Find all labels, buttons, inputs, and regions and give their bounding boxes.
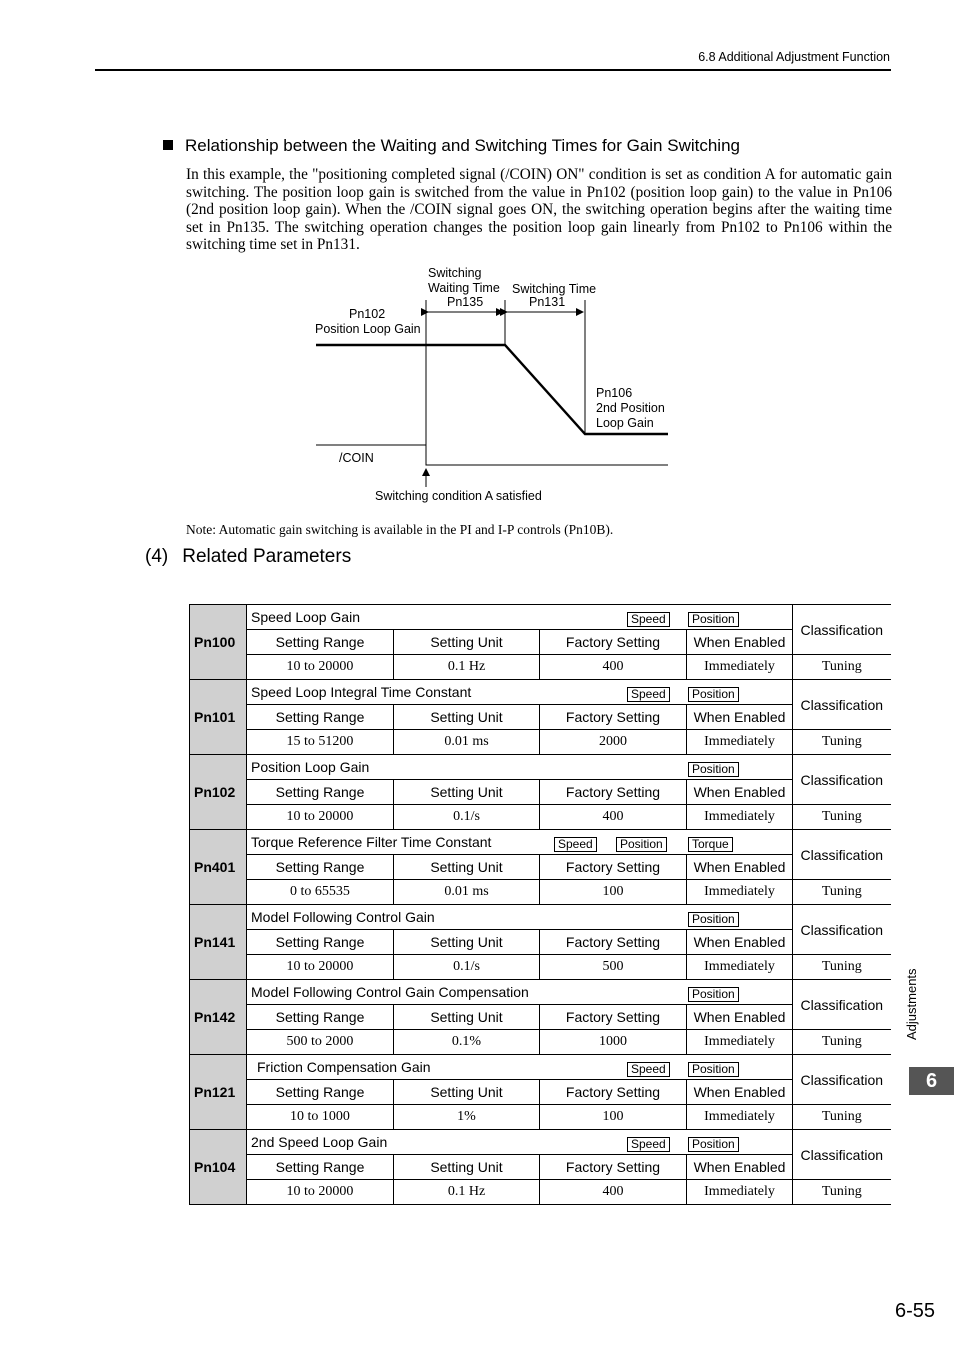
param-name-row — [190, 1130, 891, 1155]
note: Note: Automatic gain switching is available in the PI and I-P controls (Pn10B). — [186, 522, 614, 537]
param-value-row — [190, 730, 891, 755]
when-enabled-value: Immediately — [687, 655, 793, 680]
setting-range-header: Setting Range — [247, 1005, 394, 1030]
when-enabled-value: Immediately — [687, 880, 793, 905]
param-header-row — [190, 930, 891, 955]
param-name-cell — [247, 680, 793, 705]
factory-setting-value: 400 — [540, 1180, 687, 1205]
waiting-time-label: Pn135 — [447, 295, 484, 309]
setting-unit-header: Setting Unit — [394, 630, 540, 655]
setting-range-header: Setting Range — [247, 630, 394, 655]
pn106-label: Loop Gain — [596, 416, 654, 430]
param-name-cell — [247, 905, 793, 930]
param-name: Friction Compensation Gain — [257, 1059, 431, 1075]
param-value-row — [190, 655, 891, 680]
classification-header: Classification — [793, 1130, 891, 1180]
classification-value: Tuning — [793, 1180, 891, 1205]
param-value-row — [190, 1180, 891, 1205]
coin-label: /COIN — [339, 451, 374, 465]
param-number: Pn121 — [190, 1055, 247, 1130]
position-mode-badge: Position — [688, 987, 739, 1002]
setting-range-value: 15 to 51200 — [247, 730, 394, 755]
param-header-row — [190, 1005, 891, 1030]
classification-header: Classification — [793, 1055, 891, 1105]
param-number: Pn104 — [190, 1130, 247, 1205]
param-value-row — [190, 1030, 891, 1055]
factory-setting-value: 100 — [540, 1105, 687, 1130]
param-header-row — [190, 855, 891, 880]
classification-value: Tuning — [793, 655, 891, 680]
setting-range-value: 10 to 20000 — [247, 805, 394, 830]
param-name: Speed Loop Integral Time Constant — [251, 684, 472, 700]
setting-unit-header: Setting Unit — [394, 1080, 540, 1105]
setting-unit-value: 0.1 Hz — [394, 1180, 540, 1205]
when-enabled-header: When Enabled — [687, 1005, 793, 1030]
param-name: Torque Reference Filter Time Constant — [251, 834, 492, 850]
param-name-row — [190, 1055, 891, 1080]
position-mode-badge: Position — [688, 612, 739, 627]
when-enabled-value: Immediately — [687, 1030, 793, 1055]
position-mode-badge: Position — [688, 1137, 739, 1152]
param-name: Speed Loop Gain — [251, 609, 360, 625]
speed-mode-badge: Speed — [627, 687, 670, 702]
position-mode-badge: Position — [688, 762, 739, 777]
param-number: Pn141 — [190, 905, 247, 980]
factory-setting-header: Factory Setting — [540, 705, 687, 730]
classification-value: Tuning — [793, 805, 891, 830]
pn102-label: Pn102 — [349, 307, 386, 321]
section-heading — [163, 136, 740, 156]
param-name-cell — [247, 830, 793, 855]
pn102-label: Position Loop Gain — [315, 322, 421, 336]
setting-unit-value: 0.1% — [394, 1030, 540, 1055]
when-enabled-header: When Enabled — [687, 1080, 793, 1105]
when-enabled-header: When Enabled — [687, 1155, 793, 1180]
param-header-row — [190, 705, 891, 730]
speed-mode-badge: Speed — [627, 612, 670, 627]
param-header-row — [190, 630, 891, 655]
classification-header: Classification — [793, 830, 891, 880]
when-enabled-value: Immediately — [687, 955, 793, 980]
param-name-row — [190, 980, 891, 1005]
classification-header: Classification — [793, 980, 891, 1030]
condition-label: Switching condition A satisfied — [375, 489, 542, 503]
subsection-title: Related Parameters — [182, 546, 352, 567]
setting-range-header: Setting Range — [247, 705, 394, 730]
setting-range-value: 10 to 1000 — [247, 1105, 394, 1130]
param-number: Pn401 — [190, 830, 247, 905]
section-title: Relationship between the Waiting and Switching Times for Gain Switching — [185, 136, 740, 155]
param-number: Pn102 — [190, 755, 247, 830]
when-enabled-value: Immediately — [687, 1105, 793, 1130]
setting-range-header: Setting Range — [247, 780, 394, 805]
param-number: Pn142 — [190, 980, 247, 1055]
position-mode-badge: Position — [688, 687, 739, 702]
when-enabled-header: When Enabled — [687, 705, 793, 730]
when-enabled-header: When Enabled — [687, 630, 793, 655]
speed-mode-badge: Speed — [627, 1137, 670, 1152]
param-name-row — [190, 680, 891, 705]
setting-unit-value: 0.01 ms — [394, 880, 540, 905]
param-value-row — [190, 955, 891, 980]
setting-unit-header: Setting Unit — [394, 780, 540, 805]
factory-setting-value: 500 — [540, 955, 687, 980]
param-name-row — [190, 905, 891, 930]
param-name: Model Following Control Gain Compensation — [251, 984, 529, 1000]
factory-setting-value: 2000 — [540, 730, 687, 755]
param-name: Model Following Control Gain — [251, 909, 435, 925]
classification-value: Tuning — [793, 1030, 891, 1055]
gain-switching-timing-diagram — [300, 260, 680, 510]
when-enabled-header: When Enabled — [687, 855, 793, 880]
param-number: Pn100 — [190, 605, 247, 680]
param-name-cell — [247, 980, 793, 1005]
param-value-row — [190, 1105, 891, 1130]
param-name-cell — [247, 605, 793, 630]
running-header: 6.8 Additional Adjustment Function — [698, 50, 890, 64]
position-mode-badge: Position — [688, 912, 739, 927]
factory-setting-value: 1000 — [540, 1030, 687, 1055]
param-name: 2nd Speed Loop Gain — [251, 1134, 388, 1150]
param-name-cell — [247, 1055, 793, 1080]
factory-setting-value: 400 — [540, 805, 687, 830]
classification-value: Tuning — [793, 880, 891, 905]
side-tab-label: Adjustments — [904, 968, 919, 1040]
param-number: Pn101 — [190, 680, 247, 755]
factory-setting-header: Factory Setting — [540, 1005, 687, 1030]
factory-setting-header: Factory Setting — [540, 1080, 687, 1105]
setting-range-header: Setting Range — [247, 1080, 394, 1105]
position-mode-badge: Position — [688, 1062, 739, 1077]
setting-unit-value: 1% — [394, 1105, 540, 1130]
factory-setting-header: Factory Setting — [540, 930, 687, 955]
param-name: Position Loop Gain — [251, 759, 370, 775]
setting-range-value: 10 to 20000 — [247, 955, 394, 980]
classification-header: Classification — [793, 605, 891, 655]
pn106-label: Pn106 — [596, 386, 633, 400]
param-value-row — [190, 880, 891, 905]
speed-mode-badge: Speed — [554, 837, 597, 852]
when-enabled-value: Immediately — [687, 730, 793, 755]
waiting-time-label: Waiting Time — [428, 281, 500, 295]
setting-unit-header: Setting Unit — [394, 705, 540, 730]
setting-unit-header: Setting Unit — [394, 855, 540, 880]
setting-range-value: 10 to 20000 — [247, 655, 394, 680]
param-name-row — [190, 755, 891, 780]
chapter-tab: 6 — [909, 1067, 954, 1095]
classification-header: Classification — [793, 680, 891, 730]
setting-unit-header: Setting Unit — [394, 930, 540, 955]
setting-range-value: 500 to 2000 — [247, 1030, 394, 1055]
setting-unit-header: Setting Unit — [394, 1005, 540, 1030]
classification-value: Tuning — [793, 955, 891, 980]
param-name-row — [190, 605, 891, 630]
param-value-row — [190, 805, 891, 830]
factory-setting-header: Factory Setting — [540, 630, 687, 655]
body-paragraph: In this example, the "positioning completed signal (/COIN) ON" condition is set as condition A for automatic gain switching. The position loop gain is switched from the value in Pn102 (position loop gain) to the value in Pn106 (2nd position loop gain). When the /COIN signal goes ON, the switching operation begins after the waiting time set in Pn135. The switching operation changes the position loop gain linearly from Pn102 to Pn106 within the switching time set in Pn131. — [186, 166, 892, 253]
classification-header: Classification — [793, 905, 891, 955]
switching-time-label: Switching Time — [512, 282, 597, 296]
param-name-cell — [247, 1130, 793, 1155]
when-enabled-value: Immediately — [687, 805, 793, 830]
setting-range-value: 10 to 20000 — [247, 1180, 394, 1205]
classification-header: Classification — [793, 755, 891, 805]
setting-unit-value: 0.01 ms — [394, 730, 540, 755]
switching-time-label: Pn131 — [529, 295, 566, 309]
classification-value: Tuning — [793, 730, 891, 755]
position-mode-badge: Position — [616, 837, 667, 852]
param-name-cell — [247, 755, 793, 780]
page-number: 6-55 — [895, 1300, 936, 1322]
subsection-heading — [145, 546, 351, 568]
factory-setting-value: 400 — [540, 655, 687, 680]
when-enabled-header: When Enabled — [687, 780, 793, 805]
setting-unit-header: Setting Unit — [394, 1155, 540, 1180]
param-header-row — [190, 1080, 891, 1105]
speed-mode-badge: Speed — [627, 1062, 670, 1077]
setting-range-header: Setting Range — [247, 930, 394, 955]
param-name-row — [190, 830, 891, 855]
header-rule — [95, 69, 891, 71]
factory-setting-header: Factory Setting — [540, 855, 687, 880]
setting-range-value: 0 to 65535 — [247, 880, 394, 905]
subsection-number: (4) — [145, 546, 169, 567]
when-enabled-header: When Enabled — [687, 930, 793, 955]
related-parameters-table — [189, 604, 891, 1205]
factory-setting-header: Factory Setting — [540, 780, 687, 805]
square-bullet-icon — [163, 140, 173, 150]
param-header-row — [190, 1155, 891, 1180]
classification-value: Tuning — [793, 1105, 891, 1130]
waiting-time-label: Switching — [428, 266, 482, 280]
setting-unit-value: 0.1/s — [394, 955, 540, 980]
factory-setting-value: 100 — [540, 880, 687, 905]
setting-range-header: Setting Range — [247, 1155, 394, 1180]
param-header-row — [190, 780, 891, 805]
when-enabled-value: Immediately — [687, 1180, 793, 1205]
pn106-label: 2nd Position — [596, 401, 665, 415]
factory-setting-header: Factory Setting — [540, 1155, 687, 1180]
setting-unit-value: 0.1 Hz — [394, 655, 540, 680]
torque-mode-badge: Torque — [688, 837, 733, 852]
setting-range-header: Setting Range — [247, 855, 394, 880]
setting-unit-value: 0.1/s — [394, 805, 540, 830]
